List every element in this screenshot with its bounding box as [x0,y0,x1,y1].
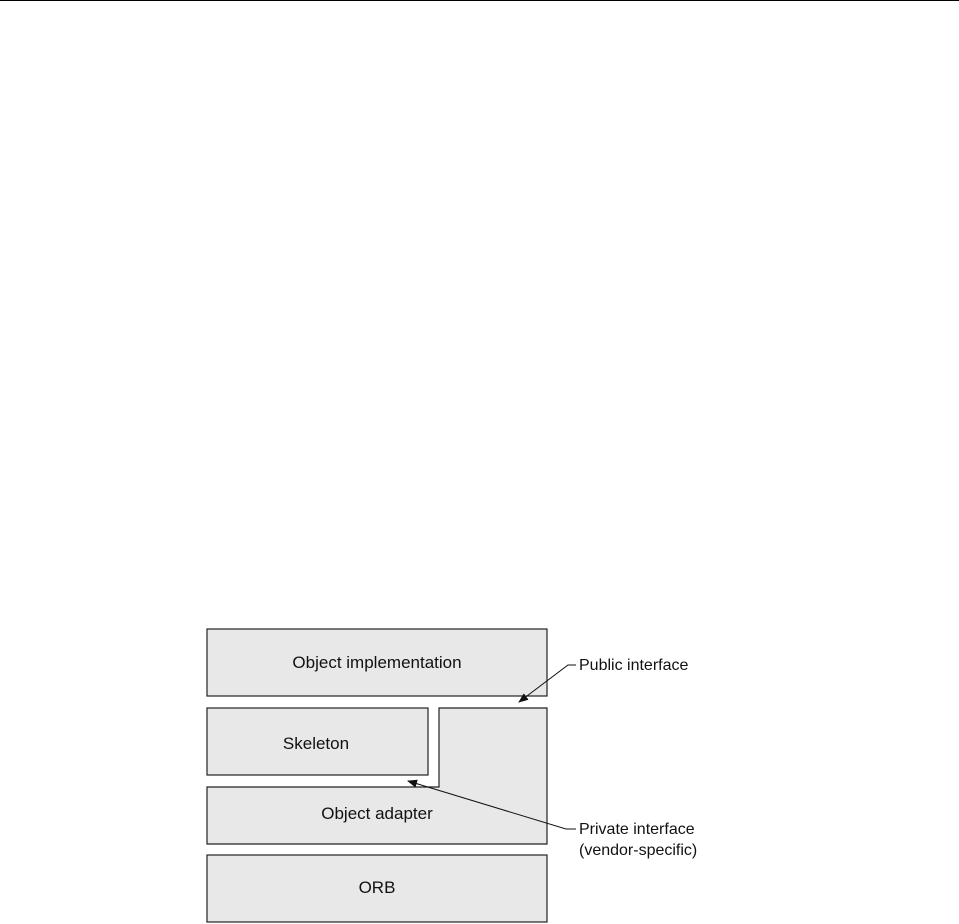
orb-label: ORB [358,878,396,897]
object-implementation-label: Object implementation [292,653,462,672]
orb-layer [207,855,547,922]
skeleton-label: Skeleton [282,734,350,753]
private-interface-label-line1: Private interface [579,821,695,838]
skeleton-layer [207,708,428,775]
public-interface-label: Public interface [579,657,689,674]
object-implementation-layer [207,629,547,696]
object-adapter-label: Object adapter [321,804,433,823]
private-interface-label-line2: (vendor-specific) [579,842,698,859]
